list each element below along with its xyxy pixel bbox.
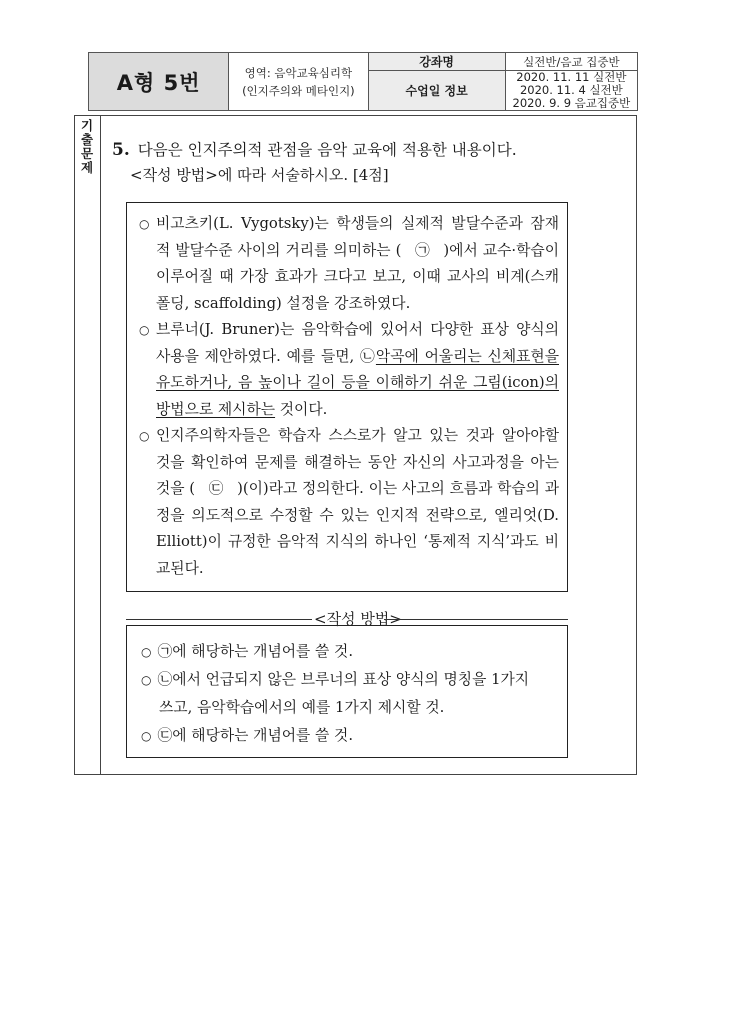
method-rule-right	[384, 619, 568, 620]
frame-divider	[100, 115, 101, 775]
method-item-text: ㉢에 해당하는 개념어를 쓸 것.	[157, 727, 354, 744]
question-stem	[112, 138, 517, 160]
header-table	[88, 52, 638, 111]
bullet-circle-icon: ○	[139, 429, 150, 443]
passage-text: )(이)라고 정의한다. 이는 사고의 흐름과 학습의 과정을 의도적으로 수정할 수 있는 인지적 전략으로, 엘리엇(D. Elliott)이 규정한 음악적 지식의 하나인 ‘통제적 지식’과도 비교된다.	[156, 480, 559, 577]
bullet-circle-icon: ○	[141, 673, 152, 687]
side-label-char: 출	[80, 132, 94, 147]
side-label-char: 문	[80, 146, 94, 161]
method-item	[141, 668, 529, 689]
method-item-text: ㉡에서 언급되지 않은 브루너의 표상 양식의 명칭을 1가지	[157, 671, 530, 688]
date-list	[505, 71, 637, 111]
course-label: 강좌명	[368, 53, 505, 71]
question-text: 다음은 인지주의적 관점을 음악 교육에 적용한 내용이다.	[137, 141, 517, 159]
method-item-continued: 쓰고, 음악학습에서의 예를 1가지 제시할 것.	[159, 699, 445, 716]
passage-text: 브루너(J. Bruner)는 음악학습에 있어서 다양한 표상 양식의 사용을 제안하였다. 예를 들면,	[156, 321, 559, 365]
date-item: 2020. 11. 11 실전반	[516, 70, 627, 84]
passage-box	[126, 202, 568, 592]
passage-paragraph-vygotsky	[139, 211, 559, 317]
passage-text: )에서 교수·학습이 이루어질 때 가장 효과가 크다고 보고, 이때 교사의 비계(스캐폴딩, scaffolding) 설정을 강조하였다.	[156, 241, 559, 312]
frame-border-top	[74, 115, 636, 116]
method-box	[126, 625, 568, 758]
bullet-circle-icon: ○	[141, 729, 152, 743]
area-info	[229, 53, 368, 111]
area-line: 영역: 음악교육심리학	[244, 65, 353, 80]
date-label: 수업일 정보	[368, 71, 505, 111]
frame-border-right	[636, 115, 637, 775]
mark-2: ㉡	[360, 347, 376, 365]
method-rule-left	[126, 619, 312, 620]
question-instruction: <작성 방법>에 따라 서술하시오. [4점]	[130, 166, 389, 184]
blank-1: ㉠	[415, 241, 430, 259]
passage-text: 비고츠키(L. Vygotsky)는 학생들의 실제적 발달수준과 잠재적 발달수준 사이의 거리를 의미하는 (	[156, 215, 559, 259]
side-label	[78, 119, 96, 175]
method-title: <작성 방법>	[314, 610, 402, 628]
method-item	[141, 724, 353, 745]
passage-text: 인지주의학자들은 학습자 스스로가 알고 있는 것과 알아야할 것을 확인하여 문제를 해결하는 동안 자신의 사고과정을 아는 것을 (	[156, 427, 559, 497]
date-item: 2020. 11. 4 실전반	[519, 83, 623, 97]
side-label-char: 기	[80, 118, 94, 133]
method-item	[141, 640, 353, 661]
underlined-text: 악곡에 어울리는 신체표현을 유도하거나, 음 높이나 길이 등을 이해하기 쉬운 그림(icon)의 방법으로 제시하는	[156, 347, 559, 418]
bullet-circle-icon: ○	[139, 323, 150, 337]
blank-3: ㉢	[208, 480, 224, 497]
frame-border-bottom	[74, 774, 636, 775]
bullet-circle-icon: ○	[141, 645, 152, 659]
passage-paragraph-metacognition	[139, 423, 559, 582]
passage-paragraph-bruner	[139, 317, 559, 423]
method-item-text: ㉠에 해당하는 개념어를 쓸 것.	[157, 643, 354, 660]
passage-text: 것이다.	[275, 400, 328, 418]
area-subline: (인지주의와 메타인지)	[242, 83, 355, 98]
course-value: 실전반/음교 집중반	[505, 53, 637, 71]
date-item: 2020. 9. 9 음교집중반	[512, 96, 631, 110]
question-title: A형 5번	[89, 53, 229, 111]
bullet-circle-icon: ○	[139, 217, 150, 231]
frame-border-left	[74, 115, 75, 775]
side-label-char: 제	[80, 160, 94, 175]
question-number: 5.	[112, 140, 130, 160]
